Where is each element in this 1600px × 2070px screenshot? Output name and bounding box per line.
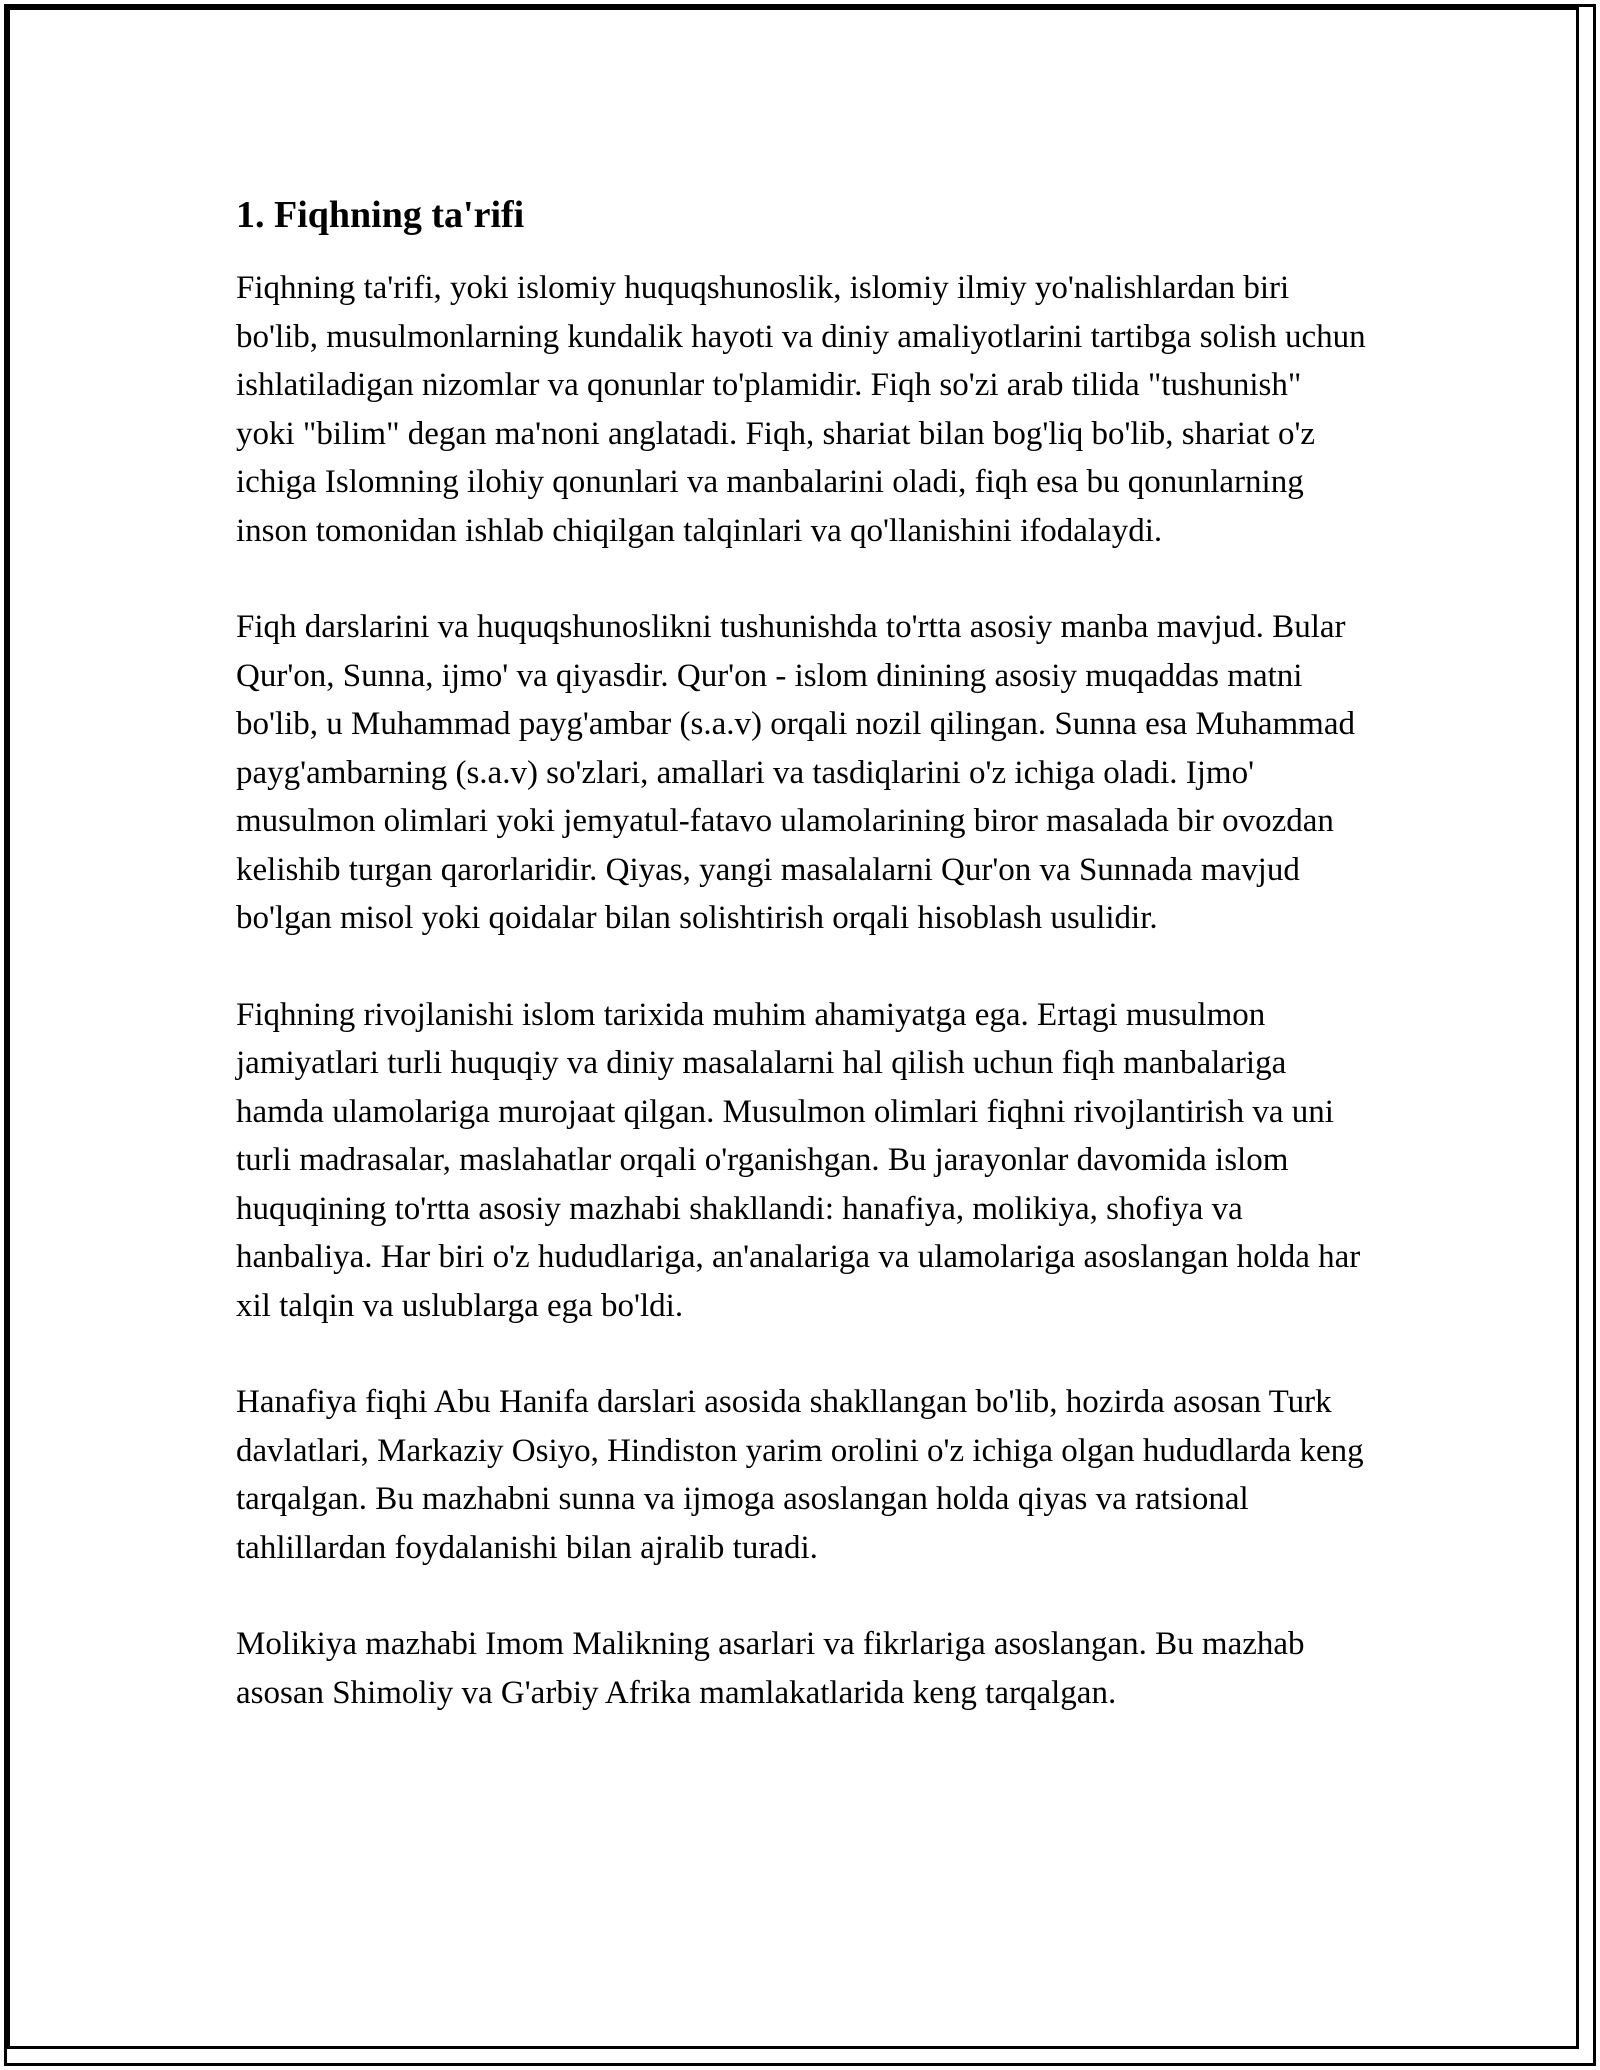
paragraph-definition: Fiqhning ta'rifi, yoki islomiy huquqshunoslik, islomiy ilmiy yo'nalishlardan biri bo'lib, musulmonlarning kundalik hayoti va diniy amaliyotlarini tartibga solish uchun ishlatiladigan nizomlar va qonunlar to'plamidir. Fiqh so'zi arab tilida "tushunish" yoki "bilim" degan ma'noni anglatadi. Fiqh, shariat bilan bog'liq bo'lib, shariat o'z ichiga Islomning ilohiy qonunlari va manbalarini oladi, fiqh esa bu qonunlarning inson tomonidan ishlab chiqilgan talqinlari va qo'llanishini ifodalaydi.	[236, 270, 1366, 549]
paragraph-sources: Fiqh darslarini va huquqshunoslikni tushunishda to'rtta asosiy manba mavjud. Bular Qur'on, Sunna, ijmo' va qiyasdir. Qur'on - islom dinining asosiy muqaddas matni bo'lib, u Muhammad payg'ambar (s.a.v) orqali nozil qilingan. Sunna esa Muhammad payg'ambarning (s.a.v) so'zlari, amallari va tasdiqlarini o'z ichiga oladi. Ijmo' musulmon olimlari yoki jemyatul-fatavo ulamolarining biror masalada bir ovozdan kelishib turgan qarorlaridir. Qiyas, yangi masalalarni Qur'on va Sunnada mavjud bo'lgan misol yoki qoidalar bilan solishtirish orqali hisoblash usulidir.	[236, 609, 1355, 936]
paragraph-development: Fiqhning rivojlanishi islom tarixida muhim ahamiyatga ega. Ertagi musulmon jamiyatlari turli huquqiy va diniy masalalarni hal qilish uchun fiqh manbalariga hamda ulamolariga murojaat qilgan. Musulmon olimlari fiqhni rivojlantirish va uni turli madrasalar, maslahatlar orqali o'rganishgan. Bu jarayonlar davomida islom huquqining to'rtta asosiy mazhabi shakllandi: hanafiya, molikiya, shofiya va hanbaliya. Har biri o'z hududlariga, an'analariga va ulamolariga asoslangan holda har xil talqin va uslublarga ega bo'ldi.	[236, 996, 1361, 1324]
section-heading: 1. Fiqhning ta'rifi	[236, 194, 525, 236]
paragraph-hanafi: Hanafiya fiqhi Abu Hanifa darslari asosida shakllangan bo'lib, hozirda asosan Turk davlatlari, Markaziy Osiyo, Hindiston yarim orolini o'z ichiga olgan hududlarda keng tarqalgan. Bu mazhabni sunna va ijmoga asoslangan holda qiyas va ratsional tahlillardan foydalanishi bilan ajralib turadi.	[236, 1384, 1364, 1566]
document-body	[236, 185, 1366, 1765]
paragraph-maliki: Molikiya mazhabi Imom Malikning asarlari va fikrlariga asoslangan. Bu mazhab asosan Shimoliy va G'arbiy Afrika mamlakatlarida keng tarqalgan.	[236, 1626, 1305, 1711]
